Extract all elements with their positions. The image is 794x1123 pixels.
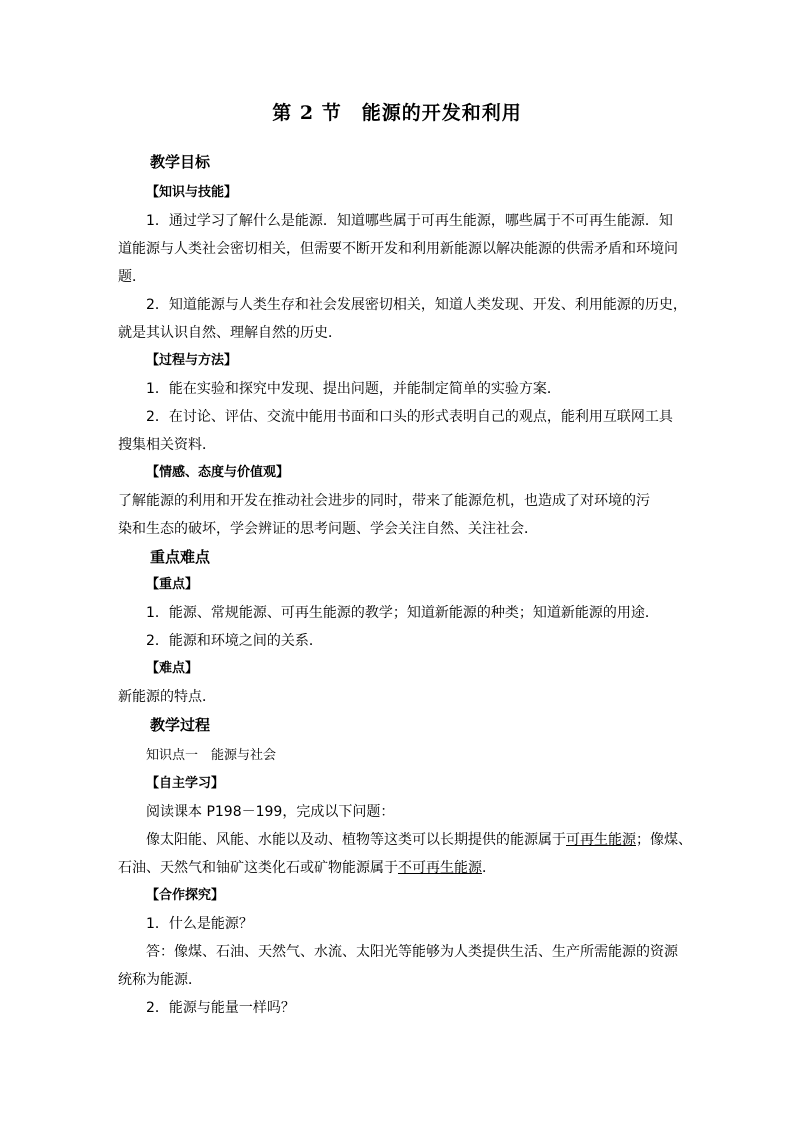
question-text: 像太阳能、风能、水能以及动、植物等这类可以长期提供的能源属于 [146,832,566,848]
paragraph-line: 1．通过学习了解什么是能源．知道哪些属于可再生能源，哪些属于不可再生能源．知 [146,213,673,229]
paragraph-line: 1．什么是能源？ [146,916,253,932]
paragraph-line: 题． [118,269,146,285]
paragraph-line: 1．能源、常规能源、可再生能源的教学；知道新能源的种类；知道新能源的用途． [146,605,659,621]
paragraph-line: 染和生态的破坏，学会辨证的思考问题、学会关注自然、关注社会． [118,521,538,537]
knowledge-point-title: 知识点一 能源与社会 [146,748,277,763]
question-text: 石油、天然气和铀矿这类化石或矿物能源属于 [118,860,398,876]
question-line [146,830,706,850]
paragraph-line: 2．能源和环境之间的关系． [146,633,323,649]
paragraph-line: 统称为能源． [118,972,202,988]
heading-key-points: 重点难点 [150,548,211,566]
paragraph-line: 搜集相关资料． [118,437,216,453]
subheading-cooperative: 【合作探究】 [146,888,225,903]
subheading-emotion: 【情感、态度与价值观】 [146,465,290,480]
question-text: ． [482,860,496,876]
paragraph-line: 新能源的特点． [118,689,216,705]
page-title: 第 2 节 能源的开发和利用 [272,102,522,124]
subheading-process-method: 【过程与方法】 [146,353,238,368]
paragraph-line: 答：像煤、石油、天然气、水流、太阳光等能够为人类提供生活、生产所需能源的资源 [146,944,678,960]
paragraph-line: 阅读课本 P198－199，完成以下问题： [146,804,395,820]
paragraph-line: 了解能源的利用和开发在推动社会进步的同时，带来了能源危机，也造成了对环境的污 [118,493,650,509]
paragraph-line: 道能源与人类社会密切相关，但需要不断开发和利用新能源以解决能源的供需矛盾和环境问 [118,241,678,257]
answer-underlined: 可再生能源 [566,832,636,848]
paragraph-line: 2．能源与能量一样吗？ [146,1000,295,1016]
heading-teaching-process: 教学过程 [150,716,211,734]
paragraph-line: 2．知道能源与人类生存和社会发展密切相关，知道人类发现、开发、利用能源的历史， [146,297,687,313]
answer-underlined: 不可再生能源 [398,860,482,876]
subheading-knowledge: 【知识与技能】 [146,185,238,200]
paragraph-line: 1．能在实验和探究中发现、提出问题，并能制定简单的实验方案． [146,381,561,397]
subheading-key: 【重点】 [146,577,199,592]
paragraph-line: 2．在讨论、评估、交流中能用书面和口头的形式表明自己的观点，能利用互联网工具 [146,409,673,425]
subheading-difficulty: 【难点】 [146,661,199,676]
question-line [118,858,678,878]
heading-teaching-goals: 教学目标 [150,153,211,171]
paragraph-line: 就是其认识自然、理解自然的历史． [118,325,342,341]
question-text: ；像煤、 [636,832,692,848]
subheading-self-study: 【自主学习】 [146,776,225,791]
